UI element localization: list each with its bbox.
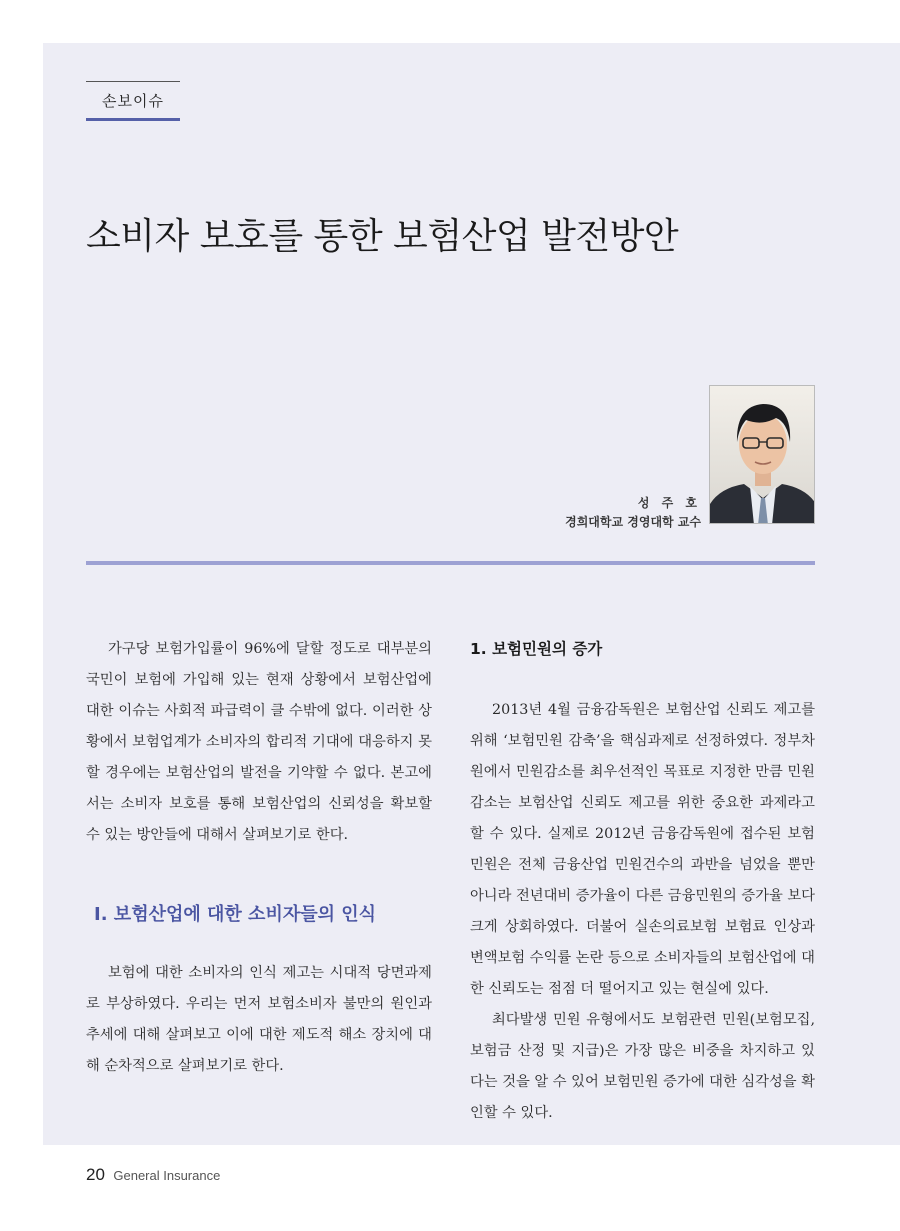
author-portrait-icon bbox=[710, 386, 815, 524]
publication-name: General Insurance bbox=[113, 1168, 221, 1183]
section-heading: Ⅰ. 보험산업에 대한 소비자들의 인식 bbox=[94, 904, 377, 925]
page-number: 20 bbox=[86, 1165, 105, 1184]
author-affiliation: 경희대학교 경영대학 교수 bbox=[565, 515, 701, 529]
subsection-paragraph: 2013년 4월 금융감독원은 보험산업 신뢰도 제고를 위해 ‘보험민원 감축’을 핵심과제로 선정하였다. 정부차원에서 민원감소를 최우선적인 목표로 지정한 만큼 민원감소는 보험산업 신뢰도 제고를 위한 중요한 과제라고 할 수 있다. 실제로 2012년 금융감독원에 접수된 보험민원은 전체 금융산업 민원건수의 과반을 넘었을 뿐만 아니라 전년대비 증가율이 다른 금융민원의 증가율 보다 크게 상회하였다. 더불어 실손의료보험 보험료 인상과 변액보험 수익률 논란 등으로 소비자들의 보험산업에 대한 신뢰도는 점점 더 떨어지고 있는 현실에 있다. bbox=[470, 702, 815, 997]
author-photo bbox=[709, 385, 815, 524]
section-body-paragraph: 보험에 대한 소비자의 인식 제고는 시대적 당면과제로 부상하였다. 우리는 먼저 보험소비자 불만의 원인과 추세에 대해 살펴보고 이에 대한 제도적 해소 장치에 대해 순차적으로 살펴보기로 한다. bbox=[86, 965, 432, 1074]
section-body-column bbox=[86, 958, 432, 1082]
page-footer bbox=[86, 1165, 220, 1185]
section-tag-underline bbox=[86, 118, 180, 121]
subsection-body-column bbox=[470, 695, 815, 1129]
intro-column bbox=[86, 634, 432, 851]
section-divider bbox=[86, 561, 815, 565]
author-name: 성 주 호 bbox=[637, 496, 701, 510]
subsection-heading: 1. 보험민원의 증가 bbox=[470, 640, 603, 658]
intro-paragraph: 가구당 보험가입률이 96%에 달할 정도로 대부분의 국민이 보험에 가입해 있는 현재 상황에서 보험산업에 대한 이슈는 사회적 파급력이 클 수밖에 없다. 이러한 상황에서 보험업계가 소비자의 합리적 기대에 대응하지 못할 경우에는 보험산업의 발전을 기약할 수 없다. 본고에서는 소비자 보호를 통해 보험산업의 신뢰성을 확보할 수 있는 방안들에 대해서 살펴보기로 한다. bbox=[86, 641, 432, 843]
subsection-paragraph: 최다발생 민원 유형에서도 보험관련 민원(보험모집, 보험금 산정 및 지급)은 가장 많은 비중을 차지하고 있다는 것을 알 수 있어 보험민원 증가에 대한 심각성을 확인할 수 있다. bbox=[470, 1012, 815, 1121]
article-title: 소비자 보호를 통한 보험산업 발전방안 bbox=[86, 216, 679, 257]
author-info bbox=[565, 494, 701, 530]
section-tag-label: 손보이슈 bbox=[102, 92, 164, 110]
section-tag bbox=[86, 81, 180, 121]
